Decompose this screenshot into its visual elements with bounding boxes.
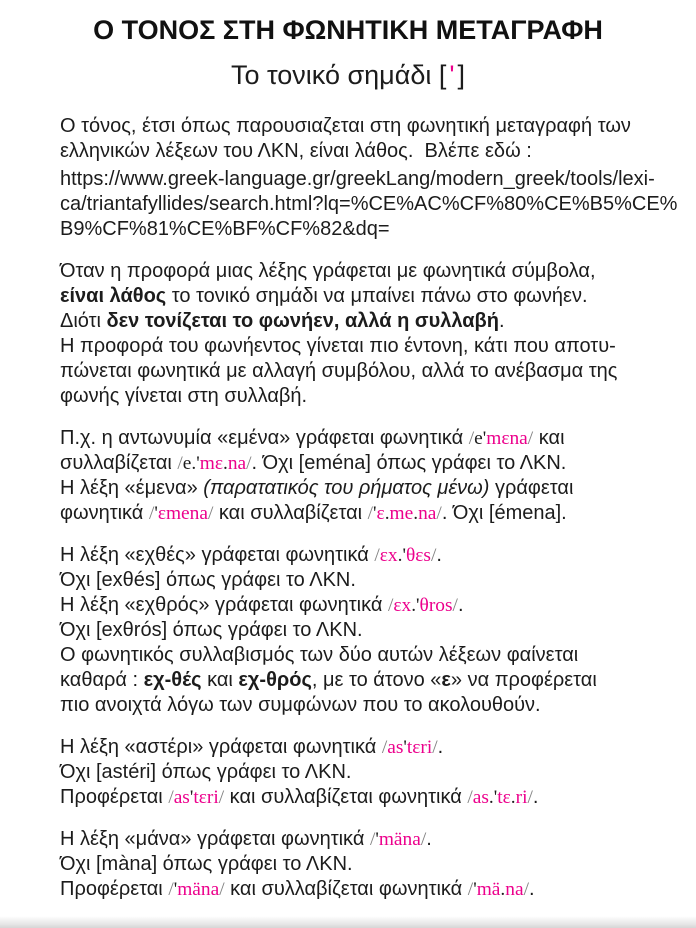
document-page — [0, 14, 696, 928]
page-bottom-edge — [0, 916, 696, 928]
page-title: Ο ΤΟΝΟΣ ΣΤΗ ΦΩΝΗΤΙΚΗ ΜΕΤΑΓΡΑΦΗ — [93, 15, 603, 45]
paragraph-intro: Ο τόνος, έτσι όπως παρουσιαζεται στη φωνητική μεταγραφή των ελληνικών λέξεων του ΛΚΝ, είναι λάθος. Βλέπε εδώ : — [60, 114, 631, 162]
page-subtitle: Το τονικό σημάδι [ ' ] — [230, 60, 466, 91]
paragraph-rule: Όταν η προφορά μιας λέξης γράφεται με φωνητικά σύμβολα, είναι λάθος το τονικό σημάδι να μπαίνει πάνω στο φωνήεν. Διότι δεν τονίζεται το φωνήεν, αλλά η συλλαβή. Η προφορά του φωνήεντος γίνεται πιο έντονη, κάτι που αποτυ- πώνεται φωνητικά με αλλαγή συμβόλου, αλλά το ανέβασμα της φωνής γίνεται στη συλλαβή. — [60, 259, 618, 407]
document-body — [0, 114, 696, 902]
lexicon-url-text: https://www.greek-language.gr/greekLang/modern_greek/tools/lexi- ca/triantafyllides/search.html?lq=%CE%AC%CF%80%CE%B5%CE% B9%CF%81%CE%BF%CF%82&dq= — [60, 167, 678, 240]
paragraph-example-mana: Η λέξη «μάνα» γράφεται φωνητικά /'mäna/. Όχι [màna] όπως γράφει το ΛΚΝ. Προφέρεται /'mäna/ και συλλαβίζεται φωνητικά /'mä.na/. — [60, 827, 535, 900]
paragraph-example-asteri: Η λέξη «αστέρι» γράφεται φωνητικά /as'tεri/. Όχι [astéri] όπως γράφει το ΛΚΝ. Προφέρεται /as'tεri/ και συλλαβίζεται φωνητικά /as.'tε.ri/. — [60, 735, 539, 808]
paragraph-example-exthes-exthros: Η λέξη «εχθές» γράφεται φωνητικά /εx.'θεs/. Όχι [exθés] όπως γράφει το ΛΚΝ. Η λέξη «εχθρός» γράφεται φωνητικά /εx.'θros/. Όχι [exθrós] όπως γράφει το ΛΚΝ. Ο φωνητικός συλλαβισμός των δύο αυτών λέξεων φαίνεται καθαρά : εχ-θές και εχ-θρός, με το άτονο «ε» να προφέρεται πιο ανοιχτά λόγω των συμφώνων που το ακολουθούν. — [60, 543, 597, 716]
paragraph-example-emena: Π.χ. η αντωνυμία «εμένα» γράφεται φωνητικά /e'mεna/ και συλλαβίζεται /e.'mε.na/. Όχι [eména] όπως γράφει το ΛΚΝ. Η λέξη «έμενα» (παρατατικός του ρήματος μένω) γράφεται φωνητικά /'εmena/ και συλλαβίζεται /'ε.me.na/. Όχι [émena]. — [60, 426, 574, 524]
